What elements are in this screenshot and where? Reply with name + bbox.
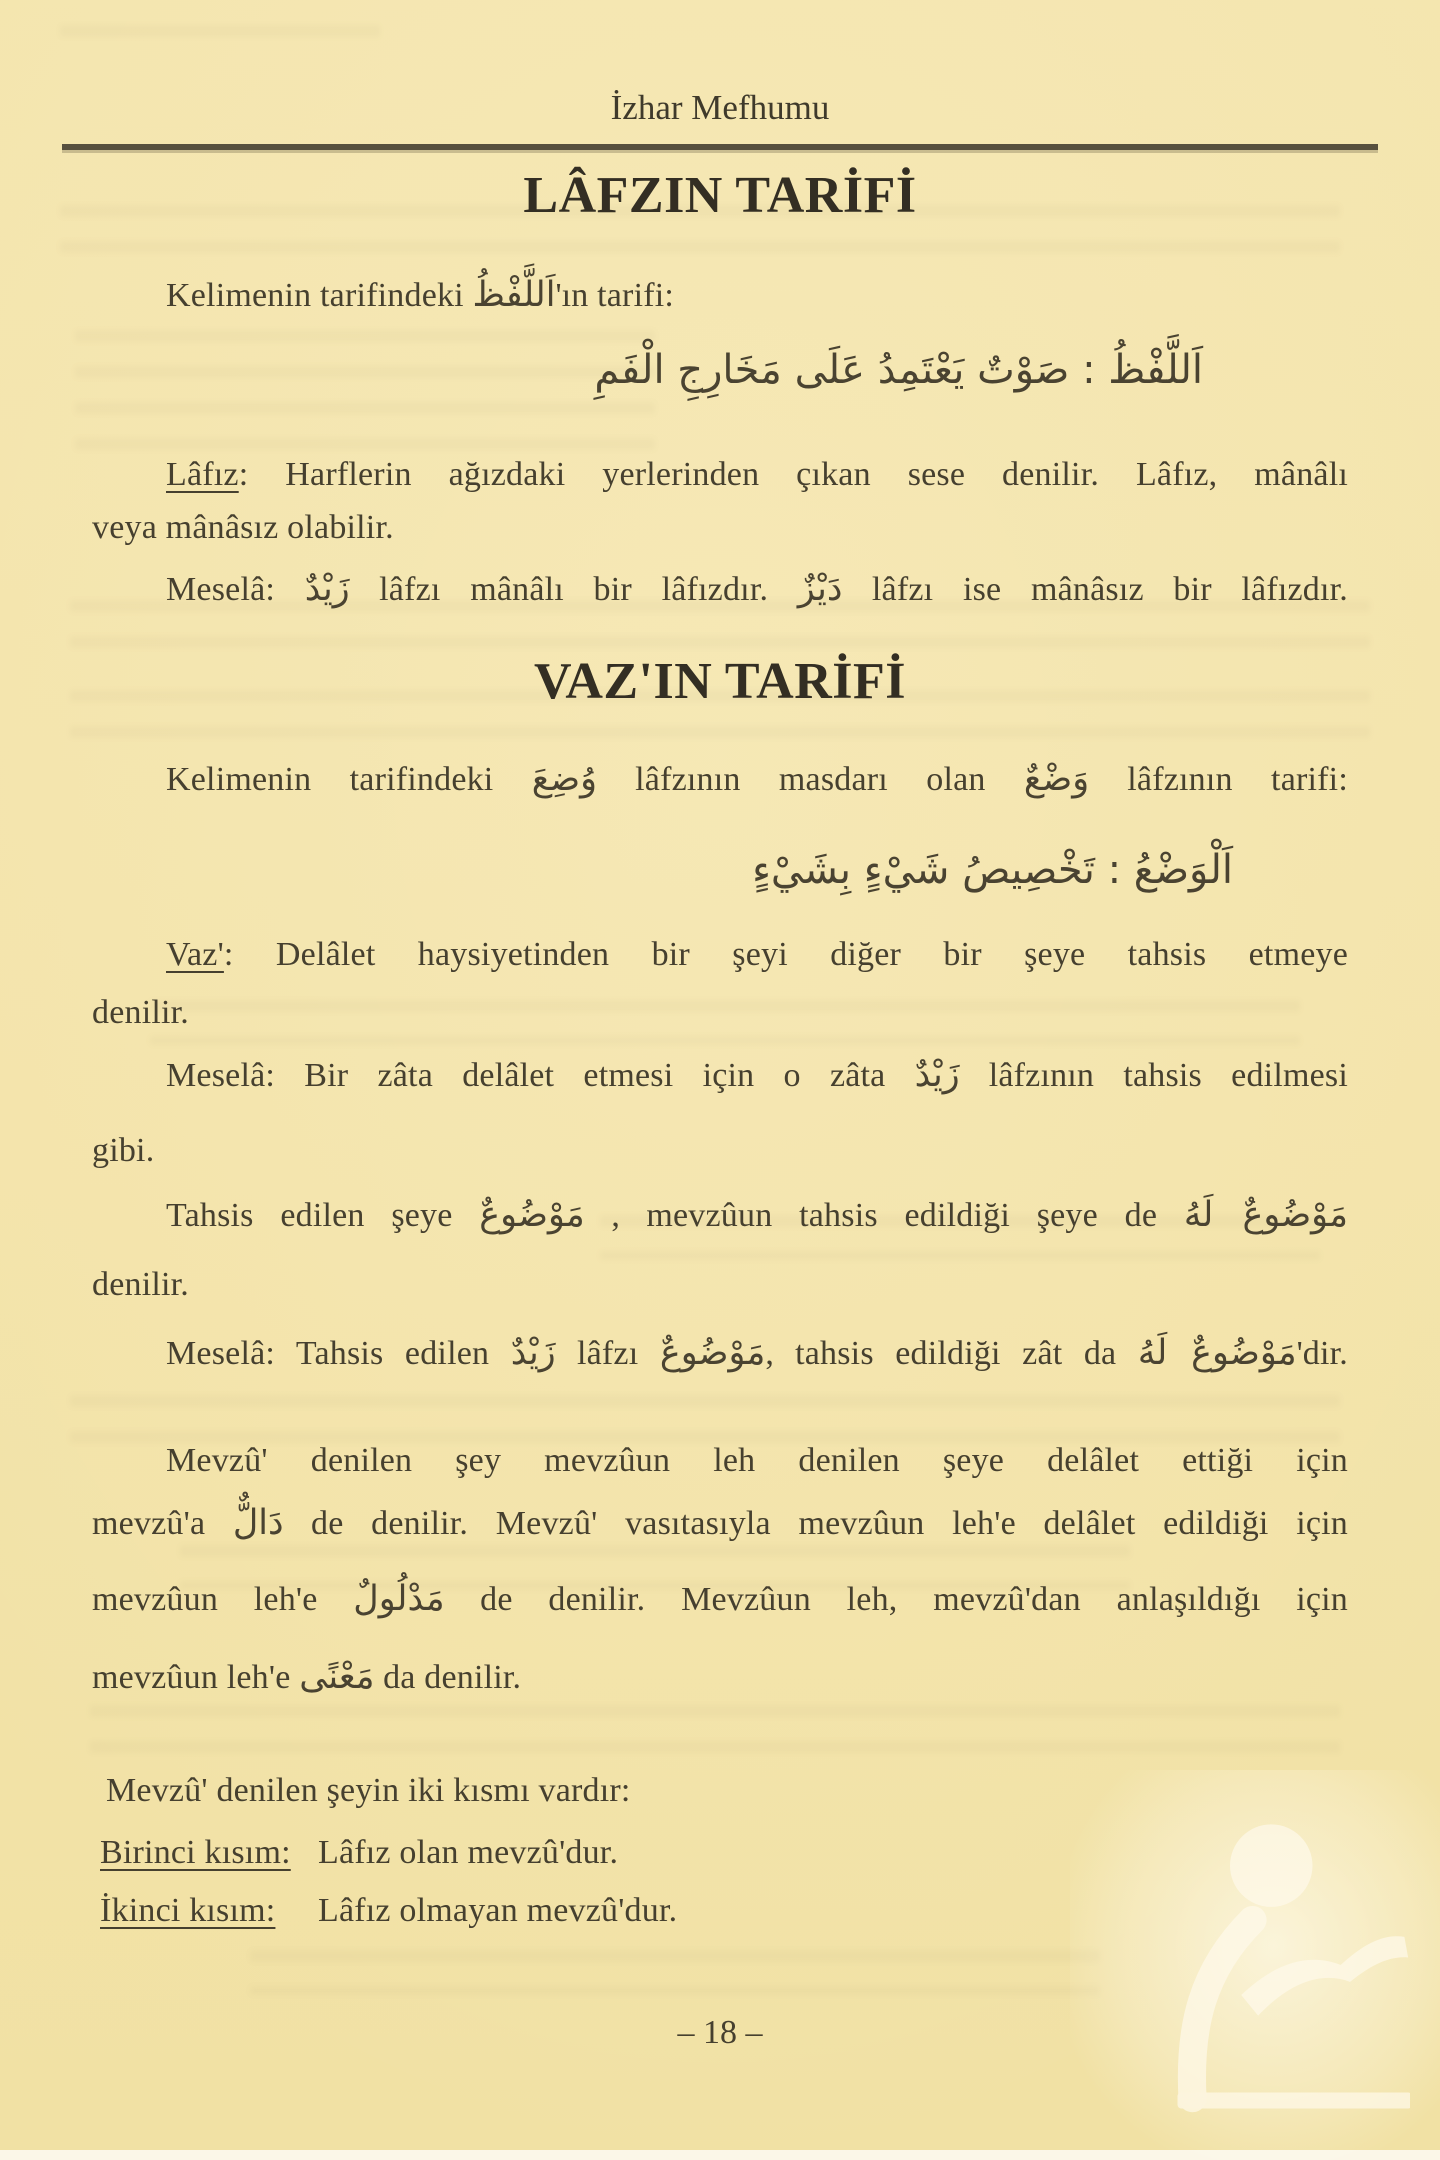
arabic-phrase-mevzuun-leh: مَوْضُوعٌ لَهُ [1183,1195,1348,1235]
list-item-birinci-kisim [100,1830,618,1876]
figure-body [1192,1920,1253,2098]
arabic-word-zeyd: زَيْدٌ [914,1055,960,1095]
colon: : [223,936,234,973]
paragraph-mevzu-line1: Mevzû' denilen şey mevzûun leh denilen şeye delâlet ettiği için [166,1442,1348,1479]
paragraph-text: Meselâ: Tahsis edilen [166,1335,511,1372]
paragraph-kisim-intro: Mevzû' denilen şeyin iki kısmı vardır: [106,1772,631,1809]
paragraph-text: lâfzının masdarı olan [597,761,1024,798]
paragraph-intro-vaz [166,756,1348,803]
arabic-word-medlul: مَدْلُولٌ [353,1579,445,1619]
header-rule [62,144,1378,150]
intro-text: 'ın tarifi: [555,277,675,314]
reading-person-logo-icon [1110,1800,1410,2130]
arabic-word-vaz: وَضْعٌ [1023,759,1090,799]
arabic-term-lafz: اَللَّفْظُ [472,275,556,315]
bleedthrough-text-ghost [250,1950,1100,1995]
paragraph-mesela-tahsis [166,1330,1348,1377]
arabic-word-mevzu: مَوْضُوعٌ [659,1333,766,1373]
arabic-phrase-mevzuun-leh: مَوْضُوعٌ لَهُ [1137,1333,1297,1373]
paragraph-text: Kelimenin tarifindeki [166,761,532,798]
paragraph-mevzu-line3 [92,1576,1348,1623]
section-heading-lafzin-tarifi: LÂFZIN TARİFİ [523,167,917,224]
list-item-ikinci-kisim [100,1888,677,1934]
paragraph-text: lâfzı mânâlı bir lâfızdır. [349,571,798,608]
arabic-word-dall: دَالٌّ [232,1503,284,1543]
list-item-text: Lâfız olan mevzû'dur. [318,1834,619,1871]
bleedthrough-text-ghost [150,1000,1300,1045]
paragraph-tahsis-line1 [166,1192,1348,1239]
list-item-label-underlined: Birinci kısım: [100,1834,291,1871]
paragraph-text: mevzûun leh'e [92,1659,300,1696]
paragraph-text: Tahsis edilen şeye [166,1197,480,1234]
paragraph-mesela-zeyd [166,566,1348,613]
paragraph-text: lâfzının tarifi: [1089,761,1348,798]
open-book-shape [1241,1936,1408,2015]
arabic-word-zeyd: زَيْدٌ [510,1333,556,1373]
bleedthrough-text-ghost [60,25,380,60]
paragraph-text: Delâlet haysiyetinden bir şeyi diğer bir şeye tahsis etmeye [233,936,1348,973]
paragraph-mesela-zata-line2: gibi. [92,1132,155,1169]
paragraph-intro-lafz [166,272,674,319]
paragraph-vaz-line2: denilir. [92,994,189,1031]
paragraph-text: , mevzûun tahsis edildiği şeye de [584,1197,1184,1234]
paragraph-text: lâfzı [555,1335,660,1372]
paragraph-text: Harflerin ağızdaki yerlerinden çıkan sese denilir. Lâfız, mânâlı [248,456,1348,493]
paragraph-text: , tahsis edildiği zât da [765,1335,1138,1372]
paragraph-mevzu-line4 [92,1654,521,1701]
list-item-label-underlined: İkinci kısım: [100,1892,276,1929]
running-header-title: İzhar Mefhumu [610,88,830,127]
colon: : [238,456,249,493]
arabic-definition-lafz: اَللَّفْظُ : صَوْتٌ يَعْتَمِدُ عَلَى مَخَارِجِ الْفَمِ [594,347,1203,393]
paragraph-text: lâfzı ise mânâsız bir lâfızdır. [842,571,1349,608]
arabic-word-zeyd: زَيْدٌ [304,569,350,609]
bleedthrough-text-ghost [90,1705,1340,1755]
list-item-label [100,1830,318,1876]
arabic-definition-vaz: اَلْوَضْعُ : تَخْصِيصُ شَيْءٍ بِشَيْءٍ [752,847,1233,893]
figure-head [1230,1824,1313,1907]
page-number: – 18 – [677,2014,763,2051]
paragraph-text: Meselâ: [166,571,305,608]
intro-text: Kelimenin tarifindeki [166,277,473,314]
paragraph-mesela-zata-line1 [166,1052,1348,1099]
paragraph-text: Meselâ: Bir zâta delâlet etmesi için o zâta [166,1057,915,1094]
bleedthrough-text-ghost [75,330,655,450]
paragraph-lafiz-line2: veya mânâsız olabilir. [92,509,394,546]
paragraph-tahsis-line2: denilir. [92,1266,189,1303]
term-vaz-underlined: Vaz' [166,936,224,973]
paragraph-text: da denilir. [374,1659,522,1696]
paragraph-text: mevzûun leh'e [92,1581,354,1618]
paragraph-text: de denilir. Mevzûun leh, mevzû'dan anlaşıldığı için [444,1581,1348,1618]
paragraph-text: de denilir. Mevzû' vasıtasıyla mevzûun leh'e delâlet edildiği için [283,1505,1348,1542]
section-heading-vazin-tarifi: VAZ'IN TARİFİ [533,653,907,710]
paragraph-text: 'dir. [1296,1335,1348,1372]
arabic-word-deyz: دَيْزٌ [797,569,843,609]
list-item-text: Lâfız olmayan mevzû'dur. [318,1892,678,1929]
scan-edge-strip [0,2150,1440,2160]
paragraph-text: lâfzının tahsis edilmesi [959,1057,1348,1094]
arabic-word-vudia: وُضِعَ [531,759,598,799]
paragraph-mevzu-line2 [92,1500,1348,1547]
paragraph-vaz-line1 [166,932,1348,978]
term-lafiz-underlined: Lâfız [166,456,239,493]
figure-baseline [1178,2093,1411,2109]
arabic-word-mana: مَعْنًى [299,1657,375,1697]
paragraph-lafiz-line1 [166,452,1348,498]
arabic-word-mevzu: مَوْضُوعٌ [479,1195,585,1235]
paragraph-text: mevzû'a [92,1505,233,1542]
list-item-label [100,1888,318,1934]
